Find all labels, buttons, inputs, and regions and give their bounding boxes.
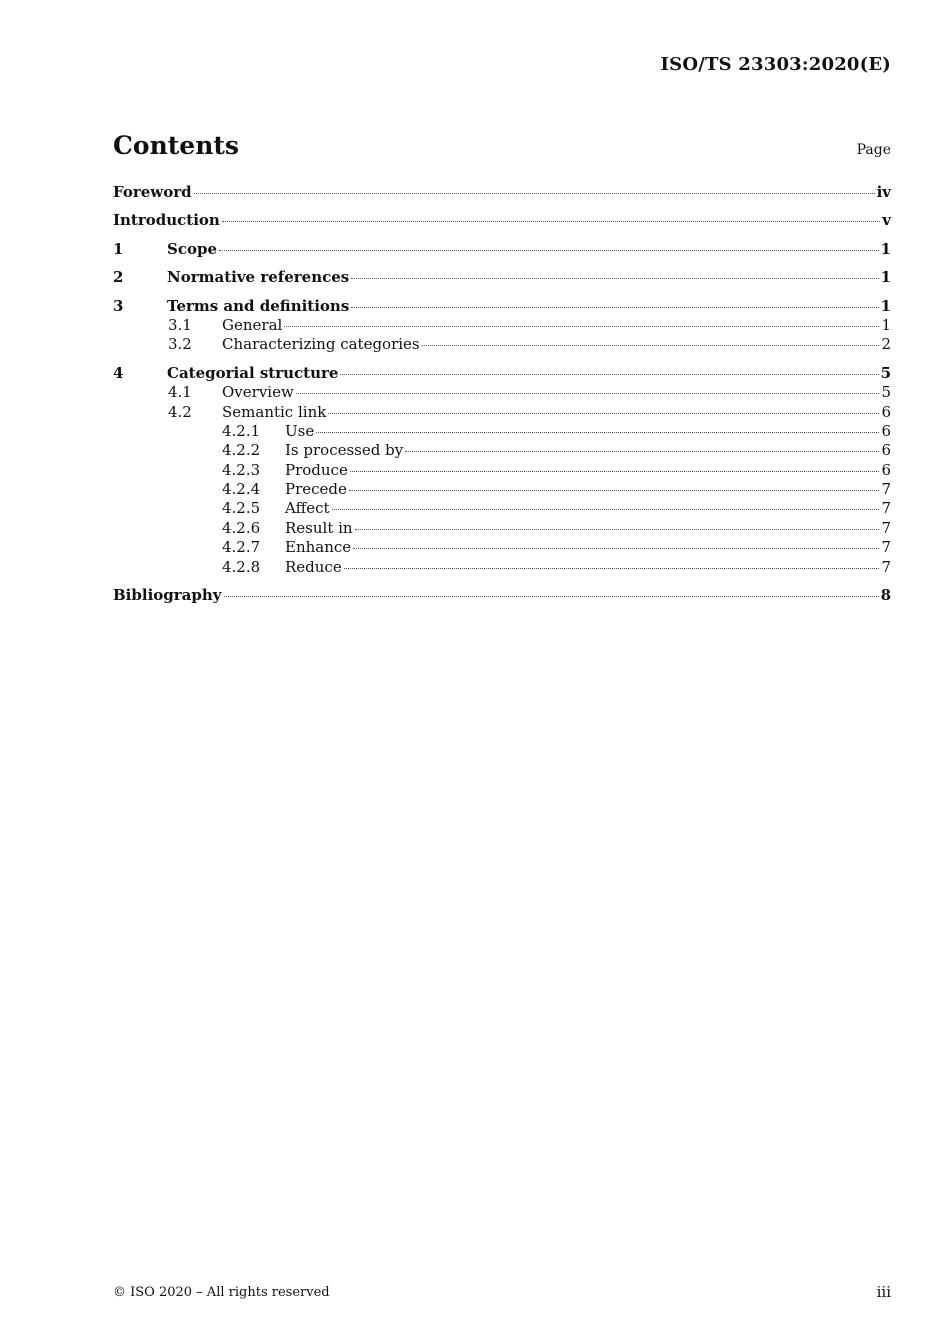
- toc-entry-page: 5: [881, 383, 891, 402]
- toc-entry-title: Scope: [167, 239, 218, 258]
- toc-entry-title: Overview: [222, 383, 294, 402]
- toc-entry-page: v: [882, 211, 891, 230]
- toc-entry[interactable]: [113, 519, 891, 538]
- toc-entry[interactable]: [113, 316, 891, 335]
- toc-entry-title: Bibliography: [113, 586, 222, 605]
- toc-entry-title: Precede: [285, 480, 347, 499]
- toc-entry-page: 5: [880, 363, 891, 382]
- toc-dot-leader: [353, 547, 879, 549]
- toc-entry-title: Use: [285, 421, 315, 440]
- toc-entry-number: 3.1: [168, 315, 192, 334]
- toc-entry[interactable]: [113, 586, 891, 605]
- toc-entry-title: Result in: [285, 518, 353, 537]
- toc-entry-number: 4.2.7: [222, 538, 261, 557]
- toc-entry-page: 1: [881, 315, 891, 334]
- toc-entry-page: 7: [881, 538, 891, 557]
- toc-dot-leader: [405, 450, 879, 452]
- toc-dot-leader: [328, 412, 879, 414]
- toc-entry-title: Produce: [285, 460, 348, 479]
- toc-entry-page: 6: [881, 402, 891, 421]
- toc-entry-number: 4.2.1: [222, 421, 261, 440]
- contents-title: Contents: [113, 131, 240, 160]
- toc-entry-page: 2: [881, 335, 891, 354]
- toc-entry-number: 4.2.6: [222, 518, 261, 537]
- toc-entry-title: Affect: [285, 499, 330, 518]
- toc-entry[interactable]: [113, 558, 891, 577]
- toc-dot-leader: [194, 192, 875, 194]
- toc-dot-leader: [316, 431, 879, 433]
- footer-page-number: iii: [876, 1283, 891, 1301]
- toc-entry-title: Terms and definitions: [167, 296, 350, 315]
- toc-entry[interactable]: [113, 441, 891, 460]
- toc-entry-number: 4.2.8: [222, 557, 261, 576]
- toc-entry[interactable]: [113, 461, 891, 480]
- toc-entry-title: Enhance: [285, 538, 352, 557]
- toc-dot-leader: [296, 392, 880, 394]
- toc-entry-number: 4: [113, 363, 124, 382]
- toc-dot-leader: [350, 470, 880, 472]
- toc-entry-page: 1: [880, 239, 891, 258]
- toc-dot-leader: [351, 306, 878, 308]
- toc-entry[interactable]: [113, 211, 891, 230]
- toc-entry-number: 4.2.2: [222, 441, 261, 460]
- toc-entry[interactable]: [113, 364, 891, 383]
- toc-entry-title: Categorial structure: [167, 363, 339, 382]
- toc-entry-title: Is processed by: [285, 441, 404, 460]
- toc-dot-leader: [284, 325, 879, 327]
- toc-entry[interactable]: [113, 335, 891, 354]
- toc-entry[interactable]: [113, 297, 891, 316]
- toc-entry-title: Introduction: [113, 211, 220, 230]
- toc-entry[interactable]: [113, 480, 891, 499]
- toc-entry-page: 7: [881, 480, 891, 499]
- toc-entry-page: 7: [881, 499, 891, 518]
- toc-entry-page: iv: [876, 183, 891, 201]
- toc-entry-number: 4.1: [168, 383, 192, 402]
- toc-entry-page: 7: [881, 557, 891, 576]
- toc-entry-title: Characterizing categories: [222, 335, 420, 354]
- toc-dot-leader: [349, 489, 880, 491]
- toc-entry-page: 6: [881, 460, 891, 479]
- toc-entry[interactable]: [113, 268, 891, 287]
- toc-dot-leader: [219, 249, 879, 251]
- footer-copyright: © ISO 2020 – All rights reserved: [113, 1285, 330, 1300]
- toc-entry-number: 1: [113, 239, 124, 258]
- toc-dot-leader: [340, 373, 878, 375]
- toc-dot-leader: [332, 508, 880, 510]
- toc-entry[interactable]: [113, 183, 891, 202]
- table-of-contents: [113, 183, 891, 605]
- toc-entry-page: 1: [880, 268, 891, 287]
- toc-entry-title: Semantic link: [222, 402, 327, 421]
- toc-dot-leader: [344, 567, 880, 569]
- toc-entry-title: Foreword: [113, 183, 192, 201]
- toc-entry-page: 8: [880, 586, 891, 605]
- page-column-label: Page: [856, 142, 891, 158]
- toc-dot-leader: [422, 344, 880, 346]
- toc-entry[interactable]: [113, 383, 891, 402]
- toc-entry[interactable]: [113, 240, 891, 259]
- toc-dot-leader: [351, 277, 878, 279]
- toc-dot-leader: [222, 220, 880, 222]
- toc-entry[interactable]: [113, 538, 891, 557]
- toc-dot-leader: [224, 595, 879, 597]
- toc-entry[interactable]: [113, 422, 891, 441]
- toc-entry-number: 4.2.5: [222, 499, 261, 518]
- toc-entry-number: 3.2: [168, 335, 192, 354]
- toc-entry-page: 7: [881, 518, 891, 537]
- toc-entry[interactable]: [113, 403, 891, 422]
- toc-entry-page: 6: [881, 441, 891, 460]
- toc-entry-number: 2: [113, 268, 124, 287]
- document-id: ISO/TS 23303:2020(E): [660, 54, 891, 75]
- toc-entry-title: Reduce: [285, 557, 342, 576]
- toc-entry-number: 4.2.3: [222, 460, 261, 479]
- toc-entry-number: 3: [113, 296, 124, 315]
- toc-entry-title: Normative references: [167, 268, 350, 287]
- toc-entry-number: 4.2.4: [222, 480, 261, 499]
- toc-dot-leader: [355, 528, 880, 530]
- toc-entry-page: 1: [880, 296, 891, 315]
- toc-entry-number: 4.2: [168, 402, 192, 421]
- toc-entry-title: General: [222, 315, 283, 334]
- toc-entry[interactable]: [113, 499, 891, 518]
- toc-entry-page: 6: [881, 421, 891, 440]
